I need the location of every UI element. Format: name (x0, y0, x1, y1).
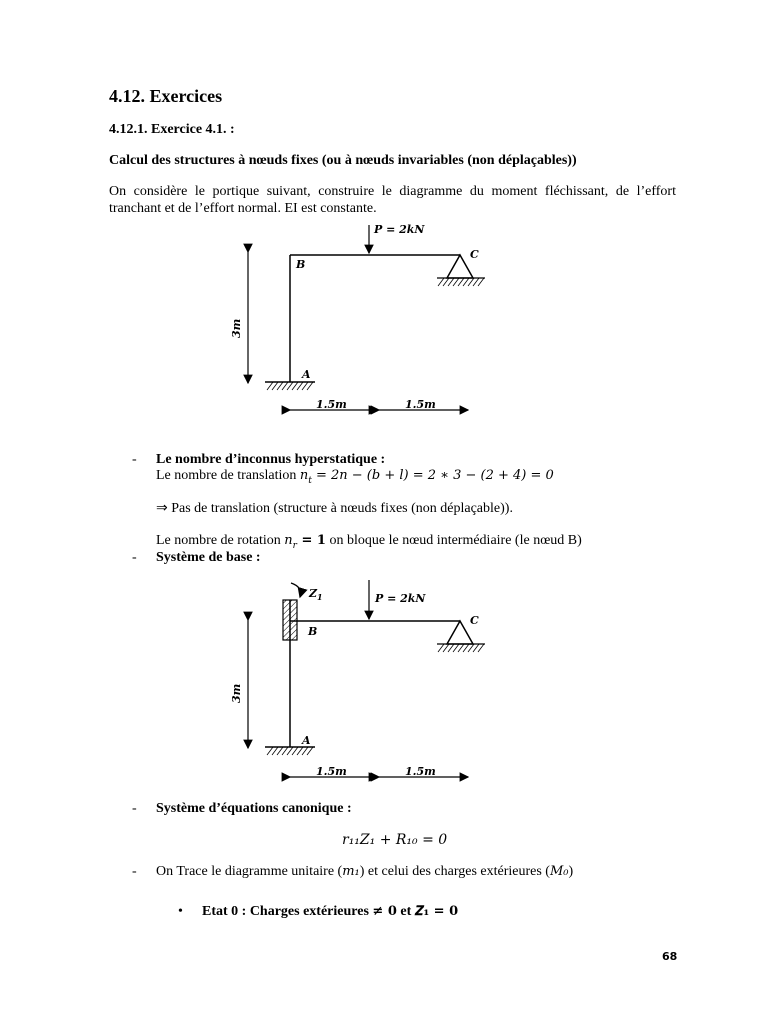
span2-label: 1.5m (405, 765, 436, 778)
clamp-block-b (283, 600, 297, 640)
item4-text-a: On Trace le diagramme unitaire ( (156, 864, 343, 879)
item4-text-b: ) et celui des charges extérieures ( (359, 864, 550, 879)
hatch-c (438, 644, 484, 652)
translation-line (156, 468, 554, 486)
moment-label: $Z_1$ (309, 587, 323, 602)
rotation-line (156, 533, 582, 551)
intro-paragraph: On considère le portique suivant, construire le diagramme du moment fléchissant, de l’effort tranchant et de l’effort normal. EI est constante. (109, 184, 676, 216)
node-b-label: B (308, 625, 318, 638)
bullet-neq: ≠ 𝟎 (372, 904, 397, 919)
bullet-symbol: • (178, 904, 183, 919)
span1-label: 1.5m (316, 398, 347, 411)
frame-figure-2 (0, 575, 768, 795)
frame-figure-1 (0, 210, 768, 450)
span1-label: 1.5m (316, 765, 347, 778)
translation-symbol: n (299, 468, 309, 483)
hatch-a (267, 747, 313, 755)
hatch-c (438, 278, 484, 286)
moment-arrow-z1 (291, 583, 301, 597)
page-number: 68 (662, 950, 678, 963)
item2-dash: - (132, 550, 137, 565)
section-title: Calcul des structures à nœuds fixes (ou à nœuds invariables (non déplaçables)) (109, 153, 577, 168)
height-label: 3m (230, 318, 243, 338)
height-label: 3m (230, 683, 243, 703)
heading: 4.12. Exercices (109, 86, 223, 106)
load-label: P = 2kN (374, 223, 425, 236)
node-a-label: A (302, 734, 311, 747)
rotation-symbol: n (284, 533, 293, 548)
bullet-text (202, 904, 458, 920)
rotation-sub: r (292, 540, 297, 551)
rotation-tail: on bloque le nœud intermédiaire (le nœud B) (325, 533, 582, 548)
item3-dash: - (132, 801, 137, 816)
external-load-symbol: M₀ (549, 864, 569, 879)
item2-title: Système de base : (156, 550, 261, 565)
node-c-label: C (470, 614, 479, 627)
item4-text-c: ) (568, 864, 574, 879)
subheading: 4.12.1. Exercice 4.1. : (109, 122, 235, 137)
translation-formula: = 2n − (b + l) = 2 ∗ 3 − (2 + 4) = 0 (311, 468, 554, 483)
rotation-formula: = 1 (296, 533, 326, 548)
item3-title: Système d’équations canonique : (156, 801, 352, 816)
translation-sub: t (308, 475, 312, 486)
item4-dash: - (132, 864, 137, 879)
hatch-a (267, 382, 313, 390)
implication-line: ⇒ Pas de translation (structure à nœuds fixes (non déplaçable)). (156, 501, 513, 516)
node-b-label: B (296, 258, 306, 271)
rotation-text: Le nombre de rotation (156, 533, 285, 548)
item4-text (156, 864, 573, 880)
span2-label: 1.5m (405, 398, 436, 411)
item1-title: Le nombre d’inconnus hyperstatique : (156, 452, 386, 467)
bullet-text-b: et (396, 904, 415, 919)
unit-diagram-symbol: m₁ (342, 864, 360, 879)
node-a-label: A (302, 368, 311, 381)
node-c-label: C (470, 248, 479, 261)
bullet-z: 𝒁₁ = 𝟎 (414, 904, 459, 919)
load-label: P = 2kN (375, 592, 426, 605)
item1-dash: - (132, 452, 137, 467)
translation-text: Le nombre de translation (156, 468, 300, 483)
bullet-text-a: Etat 0 : Charges extérieures (202, 904, 373, 919)
canonical-equation: r₁₁Z₁ + R₁₀ = 0 (342, 832, 448, 848)
